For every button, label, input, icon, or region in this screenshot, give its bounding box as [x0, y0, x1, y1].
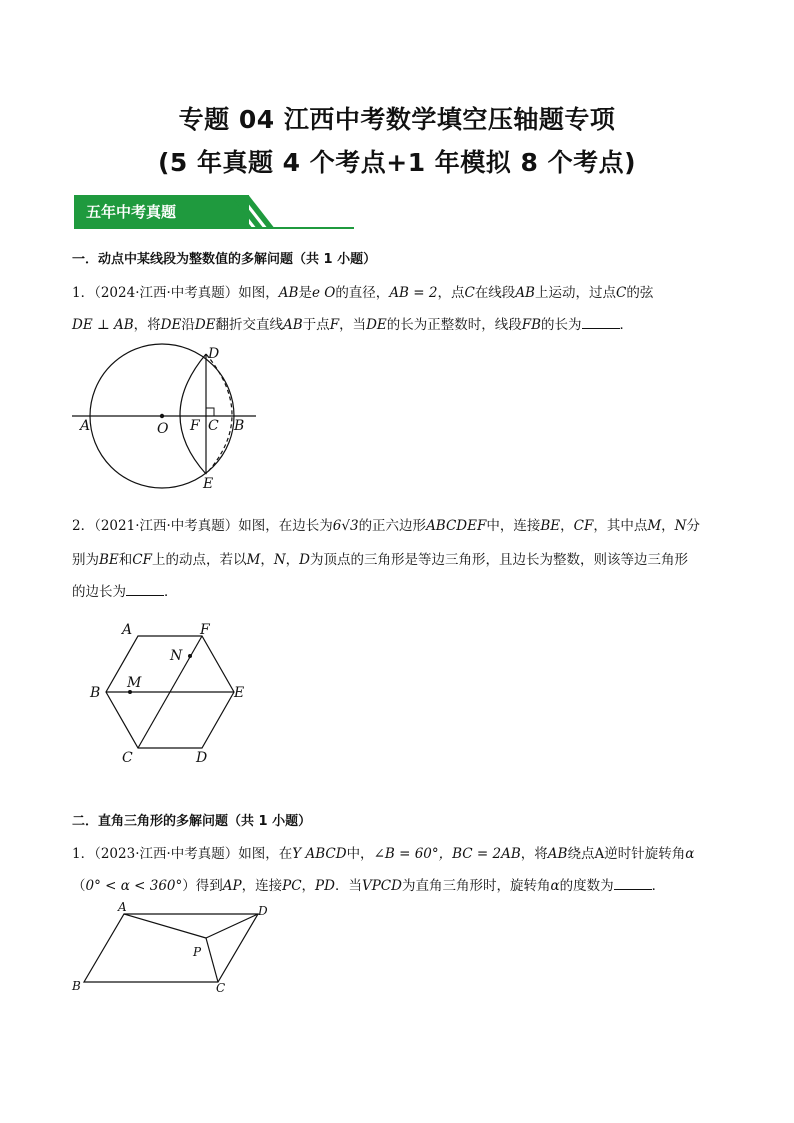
label-c: C	[122, 750, 133, 766]
label-d: D	[196, 750, 208, 766]
parallelogram	[84, 914, 258, 982]
answer-blank[interactable]	[582, 316, 620, 329]
segment-pc	[206, 938, 218, 982]
question-3-line-2: （0° < α < 360°）得到AP，连接PC，PD．当VPCD为直角三角形时，旋转角α的度数为 ．	[72, 878, 666, 894]
label-f: F	[200, 622, 210, 638]
question-3-line-1: 1．（2023·江西·中考真题）如图，在Y ABCD中，∠B = 60°，BC = 2AB，将AB绕点A逆时针旋转角α	[72, 846, 695, 862]
figure-parallelogram	[66, 898, 286, 996]
answer-blank[interactable]	[126, 583, 164, 596]
label-e: E	[234, 685, 245, 701]
label-e: E	[203, 476, 214, 492]
label-d: D	[258, 904, 268, 918]
label-m: M	[127, 675, 142, 691]
dashed-arc	[206, 354, 232, 474]
label-o: O	[157, 421, 169, 437]
banner-label: 五年中考真题	[86, 203, 177, 221]
section-heading-1: 一．动点中某线段为整数值的多解问题（共 1 小题）	[72, 252, 377, 267]
label-c: C	[208, 418, 219, 434]
folded-arc	[180, 354, 206, 474]
segment-ap	[124, 914, 206, 938]
section-banner	[74, 195, 354, 229]
question-2-line-2: 别为BE和CF上的动点，若以M，N，D为顶点的三角形是等边三角形，且边长为整数，则该等边三角形	[72, 552, 688, 568]
label-f: F	[190, 418, 200, 434]
figure-circle	[66, 340, 266, 495]
figure-hexagon	[86, 616, 256, 772]
label-p: P	[193, 945, 202, 959]
question-1-line-1: 1．（2024·江西·中考真题）如图，AB是e O的直径，AB = 2，点C在线段AB上运动，过点C的弦	[72, 285, 654, 301]
segment-pd	[206, 914, 258, 938]
label-b: B	[72, 979, 81, 993]
label-a: A	[80, 418, 91, 434]
answer-blank[interactable]	[614, 877, 652, 890]
label-c: C	[216, 981, 226, 995]
banner-underline	[74, 227, 354, 229]
label-b: B	[234, 418, 245, 434]
point-n	[188, 654, 192, 658]
label-a: A	[118, 900, 127, 914]
question-2-line-1: 2．（2021·江西·中考真题）如图，在边长为6√3的正六边形ABCDEF中，连接BE，CF，其中点M，N分	[72, 518, 700, 534]
page-title: 专题 04 江西中考数学填空压轴题专项	[178, 105, 616, 134]
label-n: N	[170, 648, 183, 664]
right-angle-mark	[206, 408, 214, 416]
question-2-line-3: 的边长为 ．	[72, 584, 178, 600]
label-d: D	[208, 346, 220, 362]
center-point	[160, 414, 164, 418]
page-subtitle: (5 年真题 4 个考点+1 年模拟 8 个考点)	[157, 148, 637, 177]
section-heading-2: 二．直角三角形的多解问题（共 1 小题）	[72, 814, 312, 829]
label-a: A	[122, 622, 133, 638]
label-b: B	[90, 685, 101, 701]
question-1-line-2: DE ⊥ AB，将DE沿DE翻折交直线AB于点F，当DE的长为正整数时，线段FB的长为 ．	[72, 317, 634, 333]
